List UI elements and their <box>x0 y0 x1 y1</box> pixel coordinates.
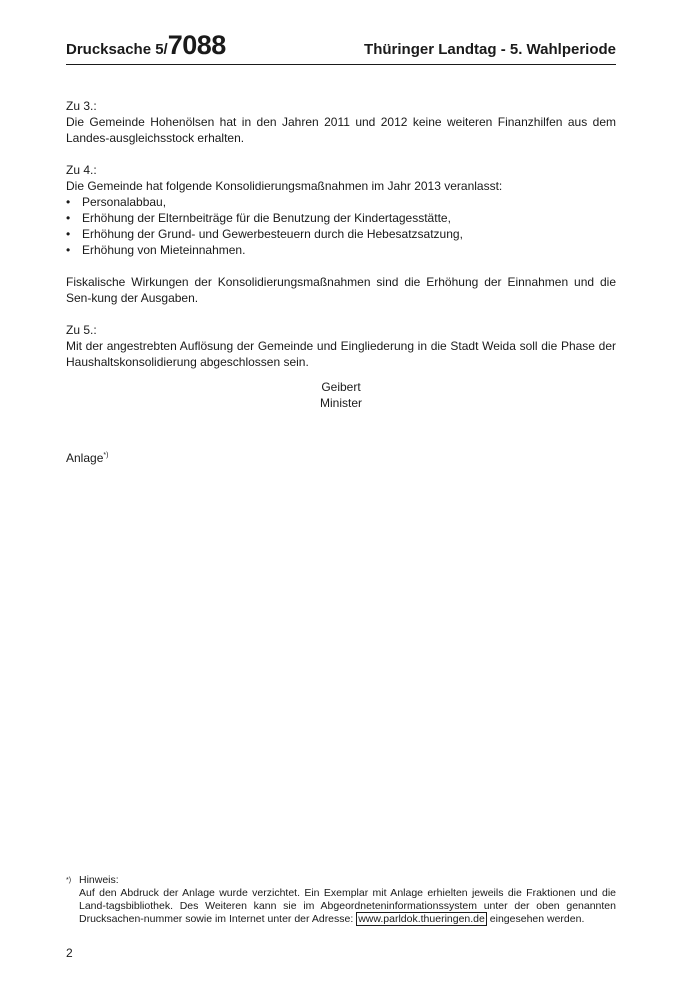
section-heading: Zu 4.: <box>66 163 97 177</box>
section-zu-5 <box>66 322 616 370</box>
parldok-link[interactable]: www.parldok.thueringen.de <box>358 913 485 925</box>
document-number <box>66 32 226 59</box>
attachment-label: Anlage <box>66 451 104 465</box>
attachment-marker: *) <box>103 452 109 459</box>
footnote <box>66 874 616 926</box>
page-header <box>66 26 616 65</box>
footnote-heading: Hinweis: <box>79 874 119 886</box>
section-text: Die Gemeinde Hohenölsen hat in den Jahren 2011 und 2012 keine weiteren Finanzhilfen aus dem Landes-ausgleichsstock erhalten. <box>66 115 616 145</box>
list-item: • Erhöhung von Mieteinnahmen. <box>66 242 616 258</box>
signatory-name: Geibert <box>321 380 361 394</box>
parliament-title: Thüringer Landtag - 5. Wahlperiode <box>364 41 616 58</box>
section-zu-3 <box>66 98 616 146</box>
section-intro: Die Gemeinde hat folgende Konsolidierungsmaßnahmen im Jahr 2013 veranlasst: <box>66 179 503 193</box>
document-number-prefix: Drucksache 5/ <box>66 41 168 58</box>
footnote-text-before: Auf den Abdruck der Anlage wurde verzichtet. Ein Exemplar mit Anlage erhielten jeweils die Fraktionen und die Land-tagsbibliothek. Des Weiteren kann sie im Abgeordneteninformationssystem unter der oben genannten Drucksachen-nummer sowie im Internet unter der Adresse: <box>79 887 616 925</box>
section-zu-4 <box>66 162 616 258</box>
footnote-text-after: eingesehen werden. <box>486 913 585 925</box>
main-content <box>66 98 616 386</box>
page-number: 2 <box>66 946 73 960</box>
attachment-note <box>66 450 108 466</box>
measures-list <box>66 194 616 258</box>
section-heading: Zu 3.: <box>66 99 97 113</box>
signature-block <box>66 379 616 411</box>
footnote-body <box>66 874 616 926</box>
list-item: • Personalabbau, <box>66 194 616 210</box>
footnote-marker: *) <box>66 877 72 884</box>
section-heading: Zu 5.: <box>66 323 97 337</box>
section-text: Mit der angestrebten Auflösung der Gemeinde und Eingliederung in die Stadt Weida soll die Phase der Haushaltskonsolidierung abgeschlossen sein. <box>66 339 616 369</box>
section-text: Fiskalische Wirkungen der Konsolidierungsmaßnahmen sind die Erhöhung der Einnahmen und die Sen-kung der Ausgaben. <box>66 275 616 305</box>
document-number-value: 7088 <box>167 30 226 60</box>
signatory-title: Minister <box>319 396 362 410</box>
footnote-text <box>79 887 616 926</box>
list-item: • Erhöhung der Grund- und Gewerbesteuern durch die Hebesatzsatzung, <box>66 226 616 242</box>
list-item: • Erhöhung der Elternbeiträge für die Benutzung der Kindertagesstätte, <box>66 210 616 226</box>
section-effects <box>66 274 616 306</box>
